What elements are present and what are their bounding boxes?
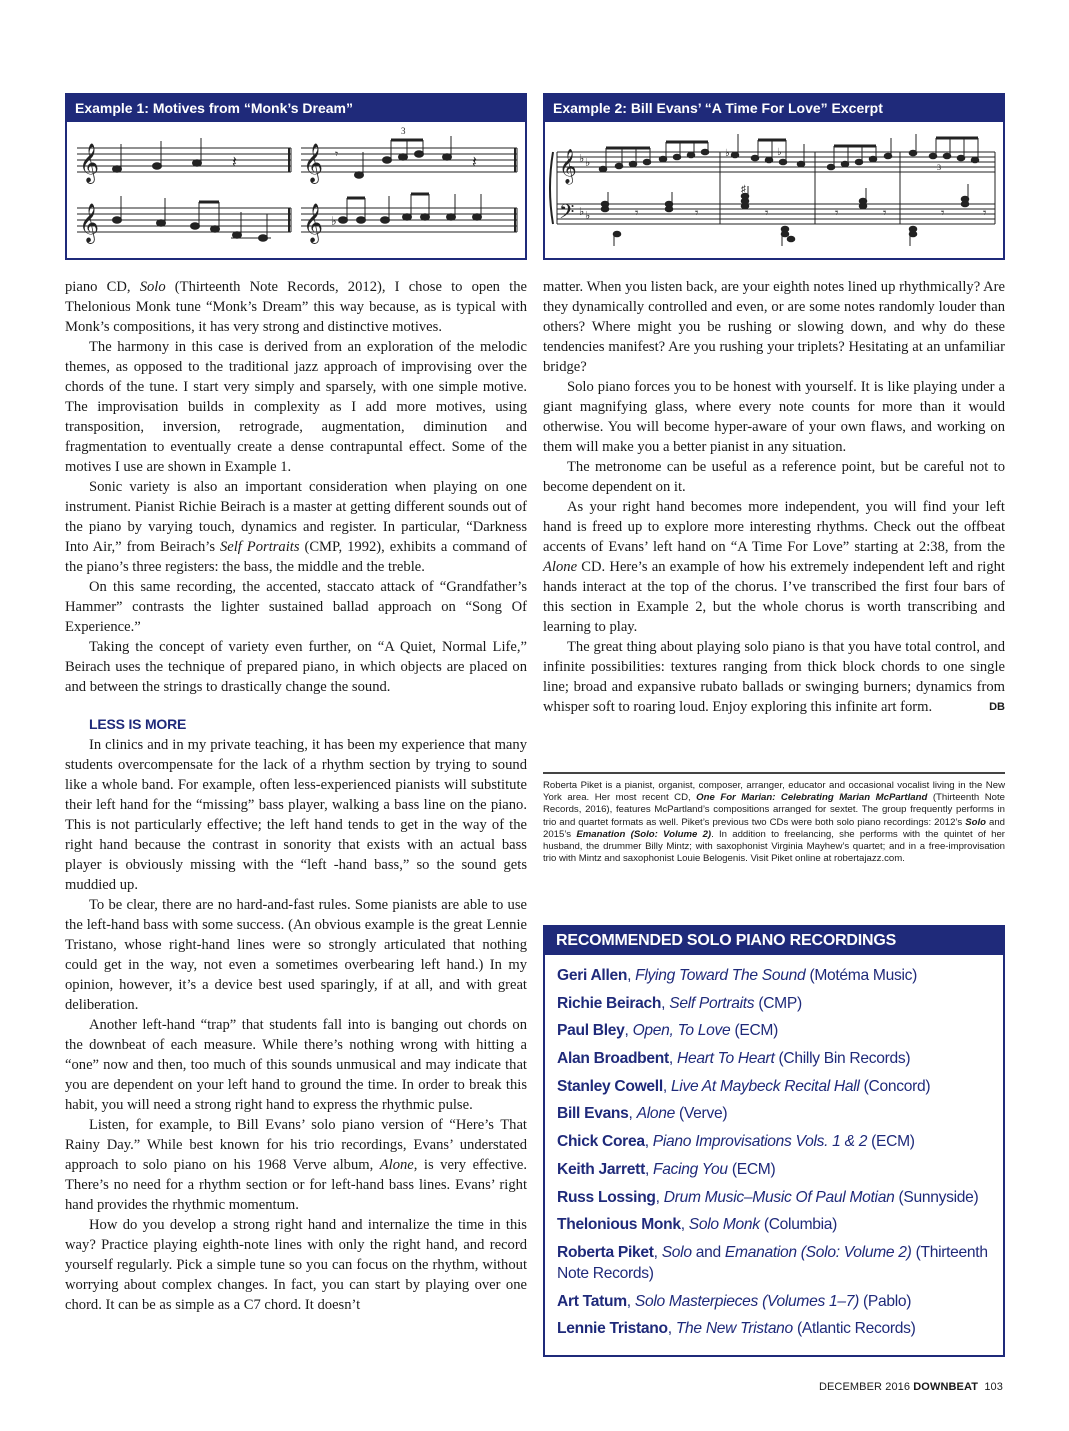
- svg-text:♭: ♭: [777, 147, 782, 158]
- list-item: Paul Bley, Open, To Love (ECM): [557, 1022, 778, 1040]
- paragraph: As your right hand becomes more independent, you will find your left hand is freed up to explore more interesting rhythms. Check out the offbeat accents of Evans’ left hand on “A Time For Love” starting at 2:38, from the Alone CD. Here’s an example of how his extremely independent left and right hands interact at the top of the chorus. I’ve transcribed the first four bars of this section in Example 2, but the whole chorus is worth transcribing and learning to play.: [543, 499, 1005, 635]
- list-item: Alan Broadbent, Heart To Heart (Chilly Bin Records): [557, 1050, 911, 1068]
- list-item: Thelonious Monk, Solo Monk (Columbia): [557, 1216, 838, 1234]
- paragraph: How do you develop a strong right hand and internalize the time in this way? Practice playing eighth-note lines with only the right hand, and record yourself regularly. Pick a simple tune so you can focus on the rhythm, without worrying about complex changes. In fact, you can start by playing over one chord. It can be as simple as a C7 chord. It doesn’t: [65, 1217, 527, 1313]
- svg-text:♭: ♭: [725, 148, 730, 159]
- example-1-notation: [67, 122, 525, 258]
- page-number: 103: [984, 1381, 1003, 1393]
- list-item: Lennie Tristano, The New Tristano (Atlantic Records): [557, 1320, 916, 1338]
- list-item: Art Tatum, Solo Masterpieces (Volumes 1–7) (Pablo): [557, 1292, 912, 1310]
- svg-text:♭: ♭: [585, 209, 591, 222]
- svg-text:𝄾: 𝄾: [883, 205, 887, 220]
- svg-text:𝄞: 𝄞: [79, 203, 100, 243]
- svg-text:𝄾: 𝄾: [941, 205, 945, 220]
- svg-text:𝄾: 𝄾: [335, 147, 339, 161]
- article-left-column: [65, 277, 527, 1315]
- svg-text:♯: ♯: [741, 184, 746, 195]
- svg-text:𝄾: 𝄾: [983, 205, 987, 220]
- svg-text:♭: ♭: [331, 214, 337, 228]
- svg-text:𝄽: 𝄽: [472, 154, 477, 171]
- svg-text:𝄞: 𝄞: [303, 203, 324, 243]
- paragraph: The metronome can be useful as a reference point, but be careful not to become dependent on it.: [543, 459, 1005, 495]
- list-item: Keith Jarrett, Facing You (ECM): [557, 1160, 776, 1178]
- paragraph: Taking the concept of variety even further, on “A Quiet, Normal Life,” Beirach uses the technique of prepared piano, in which objects are placed on and between the strings to drastically change the sound.: [65, 639, 527, 695]
- paragraph: In clinics and in my private teaching, it has been my experience that many students overcompensate for the lack of a rhythm section by trying to sound like a whole band. For example, often less-experienced pianists will substitute their left hand for the “missing” bass player, walking a bass line on the piano. This is not particularly effective; the left hand tends to get in the way of the right hand because the contrast in sonority that exists with an actual bass player is obviously missing with the “left -hand bass,” so the sound gets muddied up.: [65, 737, 527, 893]
- paragraph: On this same recording, the accented, staccato attack of “Grandfather’s Hammer” contrasts the lighter sustained ballad approach on “Song Of Experience.”: [65, 579, 527, 635]
- example-1-title: Example 1: Motives from “Monk’s Dream”: [67, 95, 525, 122]
- paragraph: The great thing about playing solo piano is that you have total control, and infinite possibilities: textures ranging from thick block chords to one single line; broad and expansive rubato ballads or swinging burners; dynamics from whisper soft to roaring loud. Enjoy exploring this infinite art form. DB: [543, 639, 1005, 715]
- paragraph: Solo piano forces you to be honest with yourself. It is like playing under a giant magnifying glass, where every note counts for more than it would otherwise. You will become hyper-aware of your own flaws, and working on them will make you a better pianist in any situation.: [543, 379, 1005, 455]
- svg-text:𝄞: 𝄞: [559, 149, 577, 184]
- paragraph: The harmony in this case is derived from an exploration of the melodic themes, as opposed to the traditional jazz approach of improvising over the chords of the tune. I start very simply and sparsely, with one simple motive. The improvisation builds in complexity as I add more motives, using transposition, inversion, retrograde, augmentation, diminution and fragmentation to eventually create a dense contrapuntal effect. Some of the motives I use are shown in Example 1.: [65, 339, 527, 475]
- example-2-staff-image: [545, 122, 1003, 258]
- svg-text:♭: ♭: [579, 205, 585, 218]
- section-subhead: LESS IS MORE: [89, 716, 187, 732]
- svg-text:𝄞: 𝄞: [79, 143, 100, 183]
- list-item: Geri Allen, Flying Toward The Sound (Motéma Music): [557, 967, 918, 984]
- example-2-title: Example 2: Bill Evans’ “A Time For Love” Excerpt: [545, 95, 1003, 122]
- end-mark: DB: [989, 701, 1005, 713]
- list-item: Chick Corea, Piano Improvisations Vols. 1 & 2 (ECM): [557, 1133, 915, 1151]
- recommended-list: [545, 955, 1003, 1339]
- svg-text:♭: ♭: [579, 152, 585, 165]
- svg-text:𝄢: 𝄢: [559, 200, 575, 228]
- svg-text:𝄾: 𝄾: [695, 205, 699, 220]
- example-2-notation: [545, 122, 1003, 258]
- author-bio: Roberta Piket is a pianist, organist, composer, arranger, educator and occasional vocalist living in the New York area. Her most recent CD, One For Marian: Celebrating Marian McPartland (Thirteenth Note Records, 2016), features McPartland’s compositions arranged for sextet. The group frequently performs in trio and quartet formats as well. Piket’s previous two CDs were both solo piano recordings: 2012’s Solo and 2015’s Emanation (Solo: Volume 2). In addition to freelancing, she performs with the quintet of her husband, the drummer Billy Mintz; with saxophonist Virginia Mayhew’s quartet; and in a free-improvisation trio with Mintz and saxophonist Louie Belogenis. Visit Piket online at robertajazz.com.: [543, 772, 1005, 865]
- list-item: Russ Lossing, Drum Music–Music Of Paul Motian (Sunnyside): [557, 1188, 979, 1206]
- svg-text:𝄾: 𝄾: [635, 205, 639, 220]
- paragraph: matter. When you listen back, are your eighth notes lined up rhythmically? Are they dynamically controlled and even, or are some notes randomly louder than others? Where might you be rushing or slowing down, and why do these tendencies manifest? Are you rushing your triplets? Hesitating at an unfamiliar bridge?: [543, 279, 1005, 375]
- svg-text:𝄞: 𝄞: [303, 143, 324, 183]
- paragraph: piano CD, Solo (Thirteenth Note Records, 2012), I chose to open the Thelonious Monk tune “Monk’s Dream” this way because, as is typical with Monk’s compositions, it has very strong and distinctive motives.: [65, 279, 527, 335]
- example-2-box: [543, 93, 1005, 260]
- paragraph: Sonic variety is also an important consideration when playing on one instrument. Pianist Richie Beirach is a master at getting different sounds out of the piano by varying touch, dynamics and register. In particular, “Darkness Into Air,” from Beirach’s Self Portraits (CMP, 1992), exhibits a command of the piano’s three registers: the bass, the middle and the treble.: [65, 479, 527, 575]
- svg-text:𝄽: 𝄽: [232, 154, 237, 171]
- page-footer: [819, 1381, 1003, 1393]
- svg-text:♭: ♭: [585, 156, 591, 169]
- svg-text:3: 3: [937, 163, 941, 172]
- svg-text:𝄾: 𝄾: [835, 205, 839, 220]
- article-right-column: [543, 277, 1005, 717]
- list-item: Richie Beirach, Self Portraits (CMP): [557, 994, 802, 1012]
- svg-text:3: 3: [401, 126, 406, 136]
- recommended-title: RECOMMENDED SOLO PIANO RECORDINGS: [545, 927, 1003, 955]
- paragraph: Another left-hand “trap” that students fall into is banging out chords on the downbeat of each measure. While there’s nothing wrong with hitting a “one” now and then, too much of this sounds unmusical and may indicate that you are dependent on your left hand to ground the time. In order to break this habit, you will need a strong right hand to express the rhythmic pulse.: [65, 1017, 527, 1113]
- issue-date: DECEMBER 2016: [818, 1381, 911, 1393]
- example-1-box: [65, 93, 527, 260]
- paragraph: Listen, for example, to Bill Evans’ solo piano version of “Here’s That Rainy Day.” While best known for his trio recordings, Evans’ understated approach to solo piano on his 1968 Verve album, Alone, is very effective. There’s no need for a rhythm section or for left-hand bass lines. Evans’ right hand provides the rhythmic momentum.: [65, 1117, 527, 1213]
- example-1-staff-image: [67, 122, 525, 258]
- list-item: Roberta Piket, Solo and Emanation (Solo: Volume 2) (Thirteenth Note Records): [557, 1243, 988, 1282]
- paragraph: To be clear, there are no hard-and-fast rules. Some pianists are able to use the left-hand bass with some success. (An obvious example is the great Lennie Tristano, whose right-hand lines were so strongly articulated that nothing could get in the way, not even a sometimes overbearing left hand.) In my opinion, however, it’s a device best used sparingly, if at all, and with great deliberation.: [65, 897, 527, 1013]
- svg-text:𝄾: 𝄾: [765, 205, 769, 220]
- magazine-name: DOWNBEAT: [913, 1381, 979, 1393]
- list-item: Stanley Cowell, Live At Maybeck Recital Hall (Concord): [557, 1077, 931, 1095]
- list-item: Bill Evans, Alone (Verve): [557, 1105, 728, 1123]
- recommended-recordings-box: [543, 925, 1005, 1357]
